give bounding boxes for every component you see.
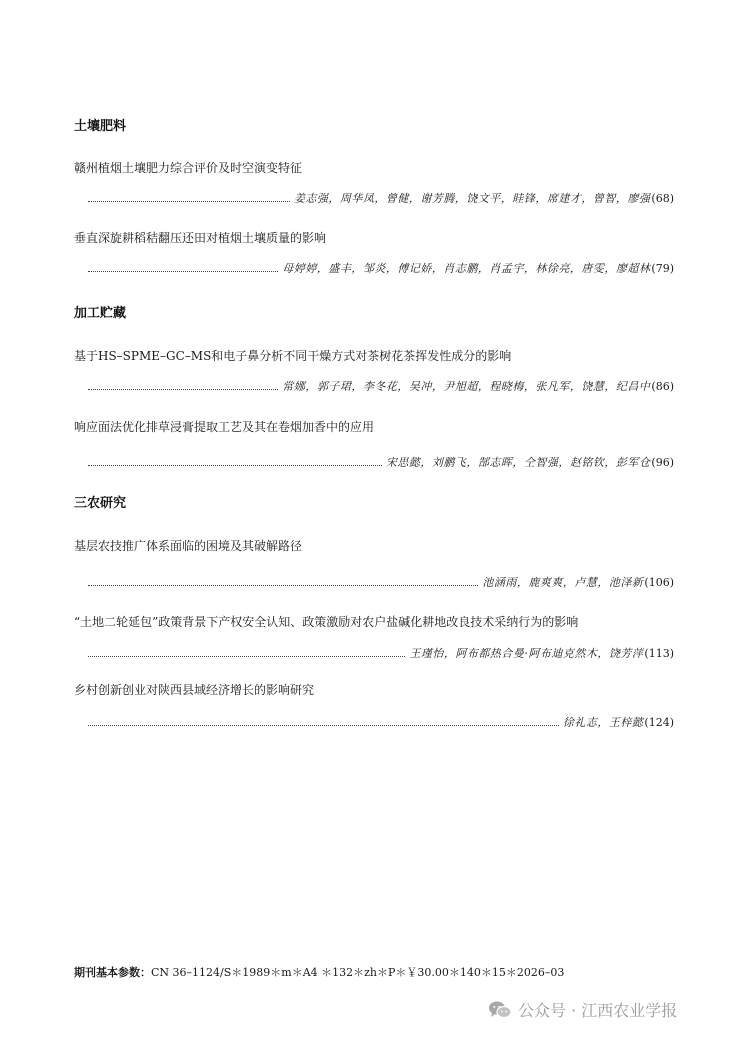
article-byline — [88, 260, 674, 276]
article-byline — [88, 378, 674, 394]
article-page-number[interactable]: (68) — [651, 192, 674, 205]
article-byline — [88, 454, 674, 470]
dot-leader — [88, 389, 278, 390]
article-title[interactable]: 基于HS–SPME–GC–MS和电子鼻分析不同干燥方式对茶树花茶挥发性成分的影响 — [74, 349, 512, 363]
article-authors: 池涵雨，鹿爽爽，卢慧，池泽新 — [482, 576, 644, 589]
article-byline — [88, 190, 674, 206]
article-title[interactable]: 响应面法优化排草浸膏提取工艺及其在卷烟加香中的应用 — [74, 420, 375, 434]
article-authors: 宋思懿，刘鹏飞，郜志晖，仝智强，赵铭钦，彭军仓 — [385, 456, 651, 469]
journal-parameters-label: 期刊基本参数： — [74, 966, 151, 979]
article-title[interactable]: 基层农技推广体系面临的困境及其破解路径 — [74, 539, 303, 553]
watermark-text: 公众号 · 江西农业学报 — [518, 1001, 678, 1020]
article-authors: 王瑾怡，阿布都热合曼·阿布迪克然木，饶芳萍 — [409, 647, 644, 660]
article-page-number[interactable]: (79) — [651, 262, 674, 275]
article-byline — [88, 574, 674, 590]
article-page-number[interactable]: (124) — [644, 716, 674, 729]
article-byline — [88, 714, 674, 730]
article-authors: 徐礼志，王梓懿 — [562, 716, 644, 729]
section-heading-rural-research: 三农研究 — [74, 496, 127, 511]
article-page-number[interactable]: (96) — [651, 456, 674, 469]
wechat-icon — [488, 1000, 512, 1020]
dot-leader — [88, 465, 382, 466]
article-page-number[interactable]: (106) — [644, 576, 674, 589]
article-page-number[interactable]: (113) — [644, 647, 674, 660]
journal-parameters — [74, 966, 564, 980]
section-heading-processing-storage: 加工贮藏 — [74, 306, 127, 321]
wechat-watermark — [488, 998, 677, 1021]
article-authors: 常娜，郭子珺，李冬花，吴冲，尹旭超，程晓梅，张凡军，饶慧，纪昌中 — [282, 380, 651, 393]
dot-leader — [88, 585, 478, 586]
article-authors: 姜志强，周华凤，曾健，谢芳腾，饶文平，眭锋，席建才，曾智，廖强 — [293, 192, 651, 205]
dot-leader — [88, 201, 290, 202]
article-byline — [88, 645, 674, 661]
article-authors: 母婷婷，盛丰，邹炎，傅记娇，肖志鹏，肖孟宇，林徐亮，唐雯，廖超林 — [282, 262, 651, 275]
article-title[interactable]: 赣州植烟土壤肥力综合评价及时空演变特征 — [74, 161, 303, 175]
dot-leader — [88, 271, 278, 272]
article-title[interactable]: 乡村创新创业对陕西县域经济增长的影响研究 — [74, 683, 315, 697]
section-heading-soil-fertilizer: 土壤肥料 — [74, 119, 127, 134]
article-page-number[interactable]: (86) — [651, 380, 674, 393]
dot-leader — [88, 725, 559, 726]
dot-leader — [88, 656, 405, 657]
journal-parameters-value: CN 36–1124/S＊1989＊m＊A4 ＊132＊zh＊P＊￥30.00＊140＊15＊2026–03 — [151, 966, 565, 979]
article-title[interactable]: 垂直深旋耕稻秸翻压还田对植烟土壤质量的影响 — [74, 231, 327, 245]
article-title[interactable]: “土地二轮延包”政策背景下产权安全认知、政策激励对农户盐碱化耕地改良技术采纳行为的影响 — [74, 615, 579, 629]
